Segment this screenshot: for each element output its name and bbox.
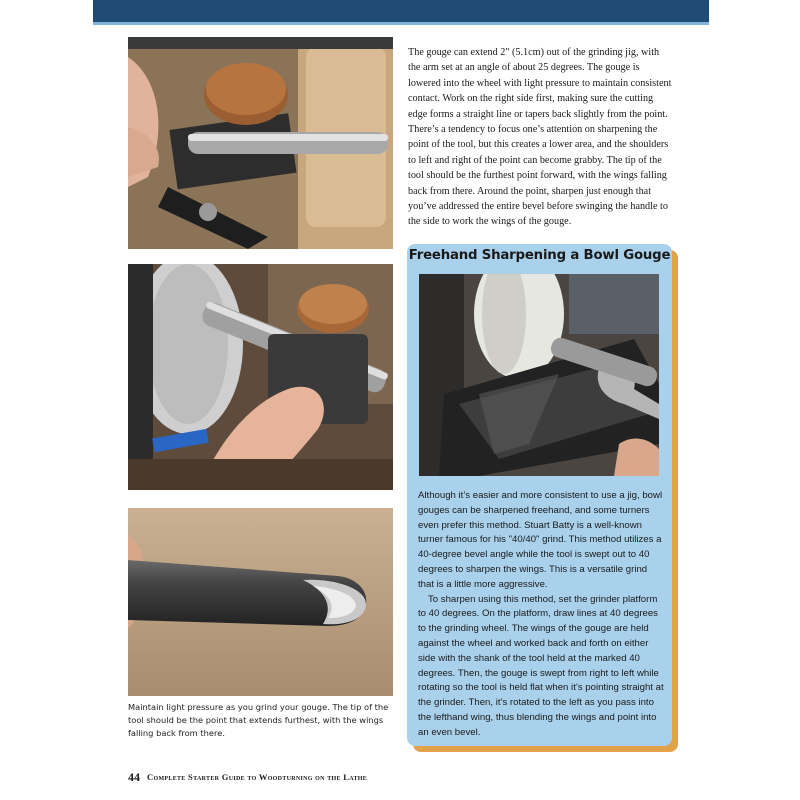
jig-photo — [128, 37, 393, 249]
freehand-grinding-photo — [419, 274, 659, 476]
page-number: 44 — [128, 770, 140, 784]
header-bar — [93, 0, 709, 22]
photo-caption: Maintain light pressure as you grind your gouge. The tip of the tool should be the point that extends furthest, with the wings falling back from there. — [128, 702, 389, 738]
running-title: Complete Starter Guide to Woodturning on the Lathe — [147, 772, 368, 782]
sidebar-paragraph-2: To sharpen using this method, set the grinder platform to 40 degrees. On the platform, draw lines at 40 degrees to the grinding wheel. The wings of the gouge are held against the wheel and worked back and forth on either side with the shank of the tool held at the marked 40 degrees. Then, the gouge is swept from right to left while rotating so the tool is held flat when it’s pointing straight at the grinder. Then, it’s rotated to the left as you pass into the lefthand wing, thus blending the wings and point into an even bevel. — [418, 593, 664, 738]
header-accent-line — [93, 22, 709, 25]
body-text: The gouge can extend 2" (5.1cm) out of the grinding jig, with the arm set at an angle of about 25 degrees. The gouge is lowered into the wheel with light pressure to maintain consistent contact. Work on the right side first, making sure the cutting edge forms a straight line or tapers back slightly from the point. There’s a tendency to focus one’s attention on sharpening the point of the tool, but this creates a lower area, and the shoulders to left and right of the point can become grabby. The tip of the tool should be the furthest point forward, with the wings falling back from there. Around the point, sharpen just enough that you’ve addressed the entire bevel before swinging the handle to the side to work the wings of the gouge. — [408, 47, 672, 228]
sidebar-text — [418, 489, 664, 741]
gouge-tip-photo — [128, 508, 393, 696]
sidebar-title: Freehand Sharpening a Bowl Gouge — [408, 248, 671, 263]
jig-at-wheel-photo — [128, 264, 393, 490]
sidebar-paragraph-1: Although it’s easier and more consistent to use a jig, bowl gouges can be sharpened freehand, and some turners even prefer this method. Stuart Batty is a well-known turner famous for his "40/40" grind. This method utilizes a 40-degree bevel angle while the tool is swept out to 40 degrees to sharpen the wings. This is a versatile grind that is a little more aggressive. — [418, 490, 663, 590]
